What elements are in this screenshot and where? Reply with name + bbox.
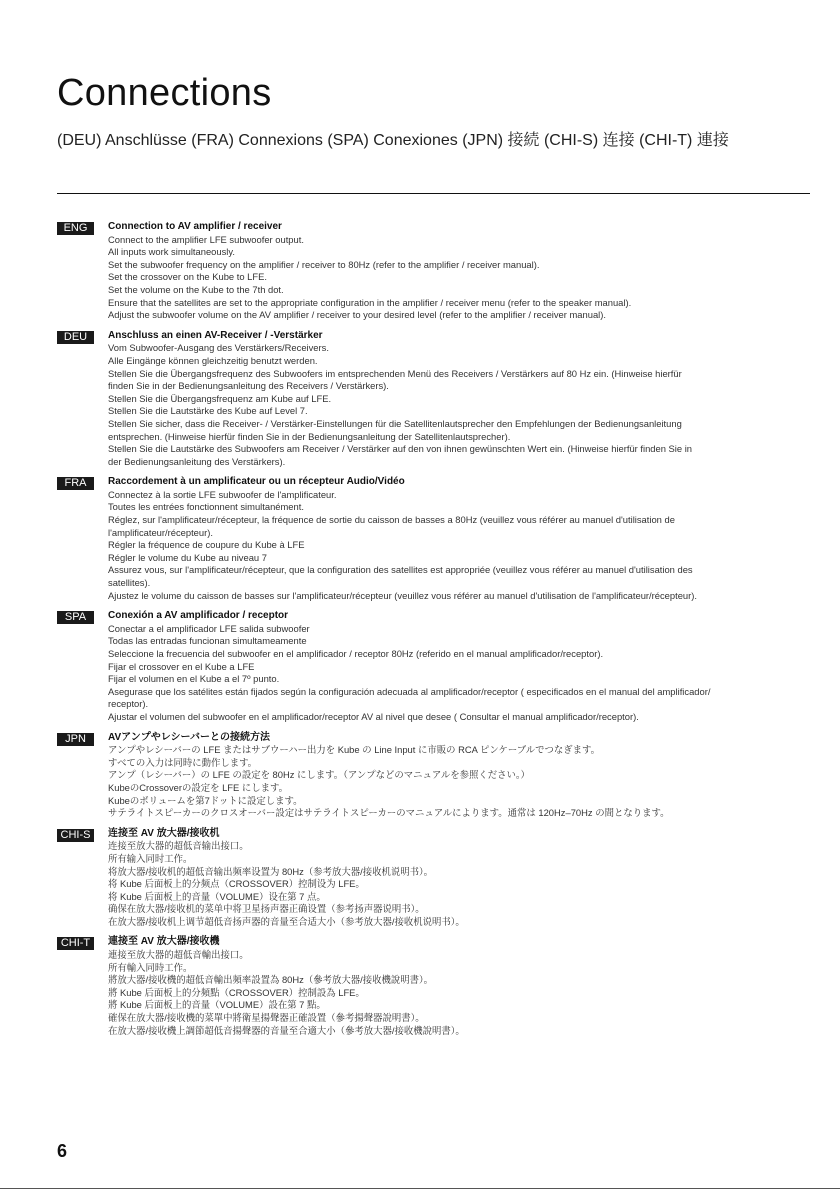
instruction-line: 将放大器/接收机的超低音输出频率设置为 80Hz（参考放大器/接收机说明书）。 [108, 865, 434, 877]
section-body [108, 936, 817, 1037]
instruction-line: 将 Kube 后面板上的分频点（CROSSOVER）控制设为 LFE。 [108, 878, 365, 890]
instruction-line: 所有輸入同時工作。 [108, 961, 193, 973]
instruction-line: Set the volume on the Kube to the 7th dot. [108, 283, 284, 295]
instruction-line: Ajustez le volume du caisson de basses sur l'amplificateur/récepteur (veuillez vous référer au manuel d'utilisation de l'amplificateur/récepteur). [108, 589, 697, 601]
instruction-line: 將 Kube 后面板上的音量（VOLUME）設在第 7 點。 [108, 999, 326, 1011]
instruction-line: 連接至放大器的超低音輸出接口。 [108, 949, 249, 961]
instruction-line: 所有输入同时工作。 [108, 852, 193, 864]
section-spa [57, 610, 817, 723]
language-badge: ENG [57, 222, 94, 235]
instruction-line: 连接至放大器的超低音输出接口。 [108, 840, 249, 852]
instruction-line: 将 Kube 后面板上的音量（VOLUME）设在第 7 点。 [108, 890, 326, 902]
instruction-line: Connect to the amplifier LFE subwoofer output. [108, 233, 304, 245]
instruction-line: Adjust the subwoofer volume on the AV amplifier / receiver to your desired level (refer to the amplifier / receiver manual). [108, 309, 606, 321]
language-badge: CHI-T [57, 937, 94, 950]
instruction-line: Stellen Sie die Lautstärke des Subwoofers am Receiver / Verstärker auf den von ihnen gewünschten Wert ein. (Hinweise hierfür finden Sie in [108, 443, 692, 455]
section-heading: 連接至 AV 放大器/接收機 [108, 936, 220, 948]
instruction-line: der Bedienungsanleitung des Verstärkers). [108, 455, 286, 467]
section-jpn [57, 732, 817, 820]
instruction-line: 确保在放大器/接收机的菜单中将卫星扬声器正确设置（参考扬声器说明书）。 [108, 903, 425, 915]
page-number: 6 [57, 1141, 68, 1161]
instruction-line: アンプやレシーバーの LFE またはサブウーハー出力を Kube の Line Input に市販の RCA ピンケーブルでつなぎます。 [108, 744, 601, 756]
section-deu [57, 330, 817, 469]
section-heading: Raccordement à un amplificateur ou un récepteur Audio/Vidéo [108, 476, 405, 488]
title-divider [57, 193, 810, 194]
section-heading: 连接至 AV 放大器/接收机 [108, 827, 220, 839]
section-heading: Conexión a AV amplificador / receptor [108, 610, 289, 622]
instruction-line: Set the crossover on the Kube to LFE. [108, 271, 267, 283]
language-badge: DEU [57, 331, 94, 344]
section-chi-s [57, 828, 817, 929]
instruction-line: 將放大器/接收機的超低音輸出頻率設置為 80Hz（參考放大器/接收機說明書）。 [108, 974, 434, 986]
instruction-line: Ensure that the satellites are set to the appropriate configuration in the amplifier / receiver menu (refer to the speaker manual). [108, 296, 632, 308]
instruction-line: l'amplificateur/récepteur). [108, 526, 213, 538]
instruction-line: satellites). [108, 577, 151, 589]
instruction-line: Régler le volume du Kube au niveau 7 [108, 551, 267, 563]
bottom-divider [0, 1188, 840, 1189]
instruction-line: 將 Kube 后面板上的分頻點（CROSSOVER）控制設為 LFE。 [108, 986, 365, 998]
instruction-line: Kubeのボリュームを第7ドットに設定します。 [108, 794, 303, 806]
section-chi-t [57, 936, 817, 1037]
instruction-line: Alle Eingänge können gleichzeitig benutzt werden. [108, 354, 318, 366]
section-body [108, 330, 817, 469]
instruction-line: Assurez vous, sur l'amplificateur/récepteur, que la configuration des satellites est appropriée (veuillez vous référer au manuel d'utilisation des [108, 564, 693, 576]
instruction-line: Fijar el volumen en el Kube a el 7º punto. [108, 673, 280, 685]
instruction-line: サテライトスピーカーのクロスオーバー設定はサテライトスピーカーのマニュアルによります。通常は 120Hz–70Hz の間となります。 [108, 807, 670, 819]
language-badge: SPA [57, 611, 94, 624]
section-body [108, 828, 817, 929]
instruction-line: Stellen Sie die Übergangsfrequenz am Kube auf LFE. [108, 392, 332, 404]
instruction-line: Toutes les entrées fonctionnent simultanément. [108, 501, 304, 513]
instruction-line: 在放大器/接收机上调节超低音扬声器的音量至合适大小（参考放大器/接收机说明书）。 [108, 915, 465, 927]
instruction-line: Set the subwoofer frequency on the amplifier / receiver to 80Hz (refer to the amplifier / receiver manual). [108, 258, 540, 270]
instruction-line: finden Sie in der Bedienungsanleitung des Receivers / Verstärkers). [108, 380, 389, 392]
language-badge: CHI-S [57, 829, 94, 842]
instruction-line: Stellen Sie die Lautstärke des Kube auf Level 7. [108, 405, 308, 417]
section-heading: Anschluss an einen AV-Receiver / -Verstärker [108, 329, 323, 341]
instruction-line: All inputs work simultaneously. [108, 246, 235, 258]
language-list: (DEU) Anschlüsse (FRA) Connexions (SPA) Conexiones (JPN) 接続 (CHI-S) 连接 (CHI-T) 連接 [57, 132, 729, 149]
section-heading: Connection to AV amplifier / receiver [108, 221, 282, 232]
instruction-line: Régler la fréquence de coupure du Kube à LFE [108, 539, 305, 551]
instruction-line: Connectez à la sortie LFE subwoofer de l'amplificateur. [108, 488, 337, 500]
instruction-line: KubeのCrossoverの設定を LFE にします。 [108, 781, 289, 793]
section-heading: AVアンプやレシーバーとの接続方法 [108, 731, 270, 743]
instruction-line: Todas las entradas funcionan simultameamente [108, 635, 307, 647]
section-body [108, 610, 817, 723]
instruction-line: Vom Subwoofer-Ausgang des Verstärkers/Receivers. [108, 342, 329, 354]
instruction-line: 確保在放大器/接收機的菜單中將衛星揚聲器正確設置（參考揚聲器說明書）。 [108, 1012, 425, 1024]
instruction-line: Stellen Sie die Übergangsfrequenz des Subwoofers im entsprechenden Menü des Receivers / Verstärkers auf 80 Hz ein. (Hinweise hierfür [108, 367, 682, 379]
section-eng [57, 221, 817, 322]
page-title: Connections [57, 72, 272, 114]
instruction-line: Réglez, sur l'amplificateur/récepteur, la fréquence de sortie du caisson de basses a 80Hz (veuillez vous référer au manuel d'utilisation de [108, 514, 675, 526]
instruction-line: entsprechen. (Hinweise hierfür finden Sie in der Bedienungsanleitung der Satellitenlautsprecher). [108, 430, 511, 442]
instruction-line: Fijar el crossover en el Kube a LFE [108, 660, 255, 672]
instruction-line: アンプ（レシーバー）の LFE の設定を 80Hz にします。（アンプなどのマニュアルを参照ください。） [108, 769, 530, 781]
instruction-line: Ajustar el volumen del subwoofer en el amplificador/receptor AV al nivel que desee ( Consultar el manual amplificador/receptor). [108, 710, 639, 722]
section-body [108, 476, 817, 602]
instruction-line: receptor). [108, 698, 149, 710]
language-sections [57, 221, 817, 1045]
instruction-line: Conectar a el amplificador LFE salida subwoofer [108, 622, 310, 634]
language-badge: FRA [57, 477, 94, 490]
section-fra [57, 476, 817, 602]
instruction-line: Seleccione la frecuencia del subwoofer en el amplificador / receptor 80Hz (referido en el manual amplificador/receptor). [108, 648, 604, 659]
instruction-line: Stellen Sie sicher, dass die Receiver- / Verstärker-Einstellungen für die Satellitenlautsprecher den Empfehlungen der Bedienungsanleitung [108, 417, 682, 429]
instruction-line: すべての入力は同時に動作します。 [108, 756, 258, 768]
section-body [108, 732, 817, 820]
instruction-line: Asegurase que los satélites están fijados según la configuración adecuada al amplificador/receptor ( especificados en el manual del amplificador/ [108, 685, 711, 697]
instruction-line: 在放大器/接收機上調節超低音揚聲器的音量至合適大小（參考放大器/接收機說明書）。 [108, 1024, 465, 1036]
language-badge: JPN [57, 733, 94, 746]
section-body [108, 221, 817, 322]
